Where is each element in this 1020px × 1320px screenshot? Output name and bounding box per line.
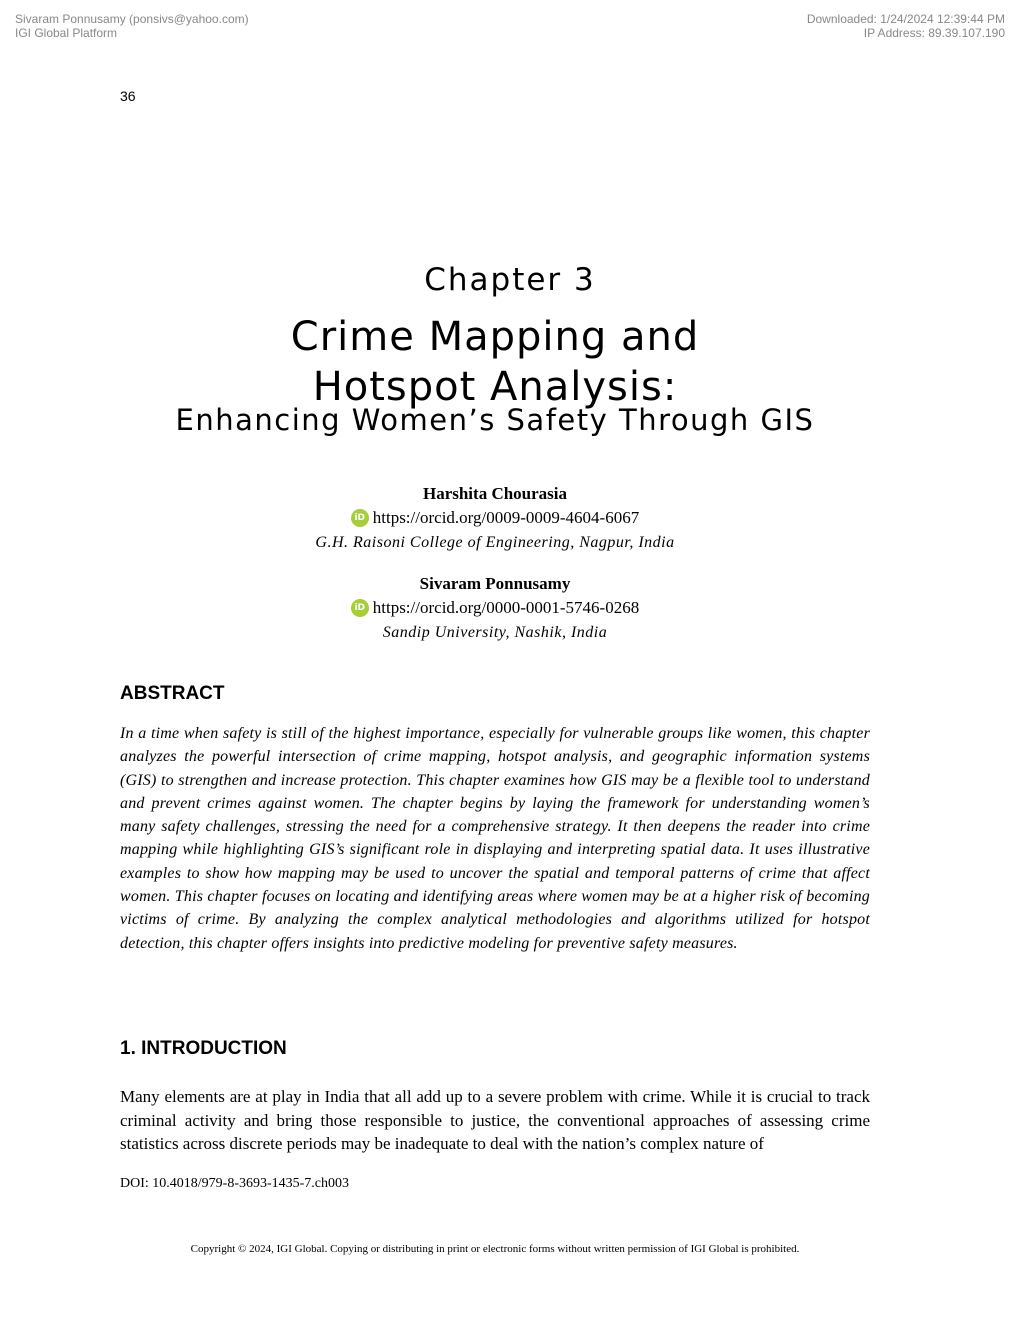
page-number: 36: [120, 88, 136, 104]
author-name: Harshita Chourasia: [422, 484, 568, 503]
copyright-notice: Copyright © 2024, IGI Global. Copying or distributing in print or electronic forms without written permission of IGI Global is prohibited.: [190, 1243, 800, 1255]
chapter-title: [0, 312, 990, 412]
author-name: Sivaram Ponnusamy: [419, 574, 571, 593]
abstract-text: In a time when safety is still of the highest importance, especially for vulnerable groups like women, this chapter analyzes the powerful intersection of crime mapping, hotspot analysis, and geographic information systems (GIS) to strengthen and increase protection. This chapter examines how GIS may be a flexible tool to understand and prevent crimes against women. The chapter begins by laying the framework for understanding women’s many safety challenges, stressing the need for a comprehensive strategy. It then deepens the reader into crime mapping while highlighting GIS’s significant role in displaying and interpreting spatial data. It uses illustrative examples to show how mapping may be used to uncover the spatial and temporal patterns of crime that affect women. This chapter focuses on locating and identifying areas where women may be at a higher risk of becoming victims of crime. By analyzing the complex analytical methodologies and algorithms utilized for hotspot detection, this chapter offers insights into predictive modeling for preventive safety measures.: [120, 725, 870, 952]
download-timestamp: Downloaded: 1/24/2024 12:39:44 PM: [806, 12, 1005, 26]
user-email: Sivaram Ponnusamy (ponsivs@yahoo.com): [15, 12, 249, 26]
ip-address: IP Address: 89.39.107.190: [863, 26, 1005, 40]
orcid-icon: iD: [351, 599, 369, 617]
download-header-right: [807, 12, 1005, 40]
orcid-line: [0, 506, 990, 530]
orcid-link[interactable]: https://orcid.org/0000-0001-5746-0268: [372, 598, 640, 617]
chapter-label: Chapter 3: [424, 262, 596, 298]
abstract-heading: ABSTRACT: [120, 683, 225, 704]
chapter-subtitle: Enhancing Women’s Safety Through GIS: [175, 403, 815, 437]
doi: DOI: 10.4018/979-8-3693-1435-7.ch003: [120, 1176, 350, 1191]
author-block: [0, 572, 990, 646]
author-affiliation: G.H. Raisoni College of Engineering, Nagpur, India: [315, 534, 675, 551]
download-header-left: [15, 12, 249, 40]
orcid-icon: iD: [351, 509, 369, 527]
chapter-title-line-1: Crime Mapping and: [290, 314, 700, 360]
chapter-title-line-2: Hotspot Analysis:: [312, 364, 678, 410]
introduction-text: Many elements are at play in India that all add up to a severe problem with crime. While it is crucial to track criminal activity and bring those responsible to justice, the conventional approaches of assessing crime statistics across discrete periods may be inadequate to deal with the nation’s complex nature of: [120, 1087, 870, 1154]
orcid-line: [0, 596, 990, 620]
author-affiliation: Sandip University, Nashik, India: [382, 624, 608, 641]
introduction-heading: 1. INTRODUCTION: [120, 1038, 287, 1059]
platform-name: IGI Global Platform: [15, 26, 118, 40]
author-block: [0, 482, 990, 556]
orcid-link[interactable]: https://orcid.org/0009-0009-4604-6067: [372, 508, 640, 527]
